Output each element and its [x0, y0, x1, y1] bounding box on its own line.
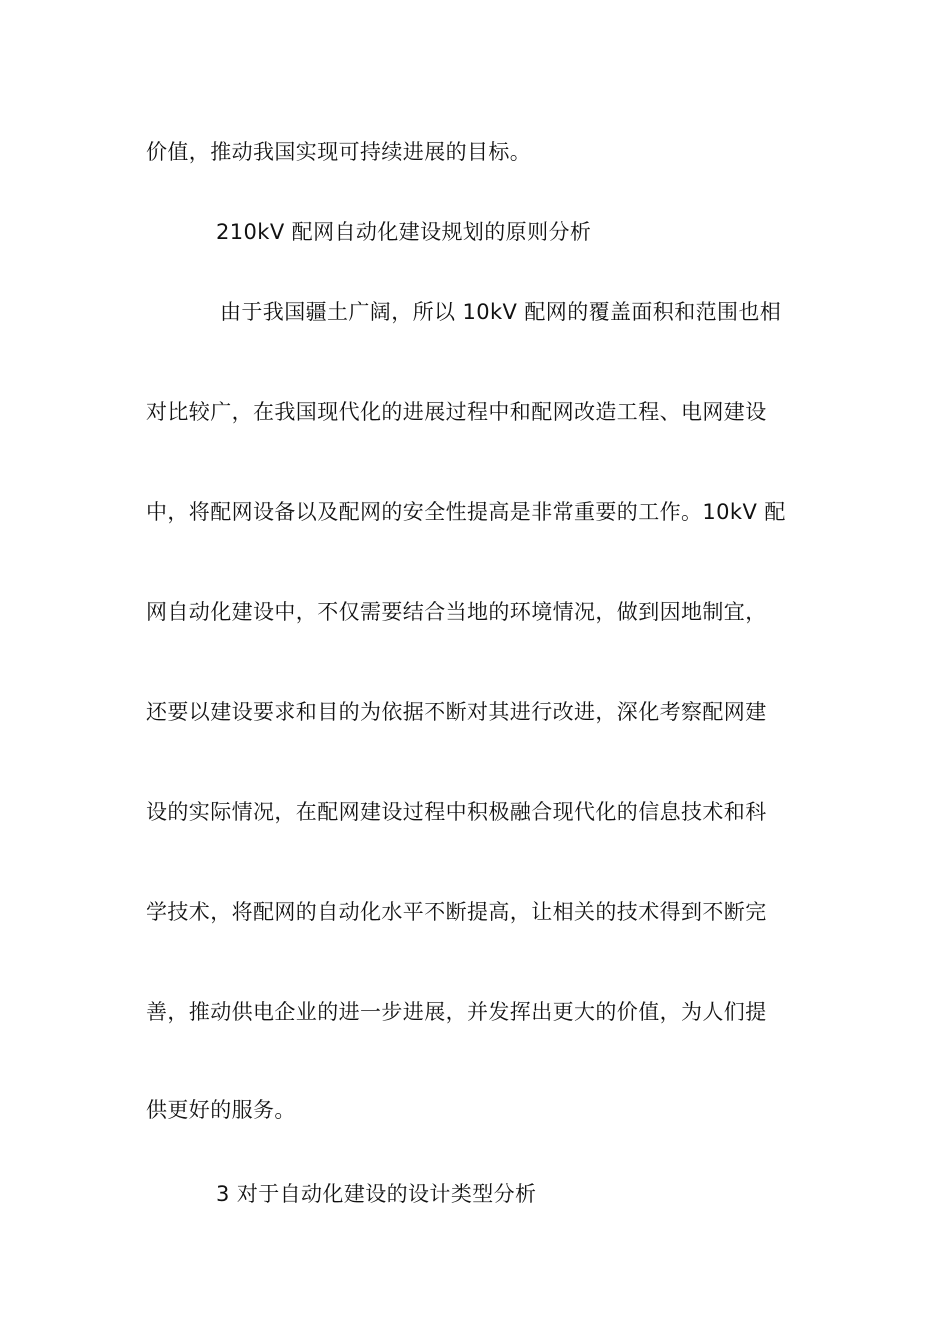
paragraph-line-1: 价值，推动我国实现可持续进展的目标。: [146, 140, 532, 164]
paragraph-line-10: 善，推动供电企业的进一步进展，并发挥出更大的价值，为人们提: [146, 1000, 767, 1024]
paragraph-line-6: 网自动化建设中，不仅需要结合当地的环境情况，做到因地制宜，: [146, 600, 767, 624]
paragraph-line-5: 中，将配网设备以及配网的安全性提高是非常重要的工作。10kV 配: [146, 500, 786, 524]
paragraph-line-4: 对比较广，在我国现代化的进展过程中和配网改造工程、电网建设: [146, 400, 767, 424]
paragraph-line-9: 学技术，将配网的自动化水平不断提高，让相关的技术得到不断完: [146, 900, 767, 924]
paragraph-line-3: 由于我国疆土广阔，所以 10kV 配网的覆盖面积和范围也相: [220, 300, 782, 324]
paragraph-line-8: 设的实际情况，在配网建设过程中积极融合现代化的信息技术和科: [146, 800, 767, 824]
section-heading-2: 210kV 配网自动化建设规划的原则分析: [216, 220, 592, 244]
paragraph-line-7: 还要以建设要求和目的为依据不断对其进行改进，深化考察配网建: [146, 700, 767, 724]
section-heading-3: 3 对于自动化建设的设计类型分析: [216, 1182, 537, 1206]
paragraph-line-11: 供更好的服务。: [146, 1098, 296, 1122]
